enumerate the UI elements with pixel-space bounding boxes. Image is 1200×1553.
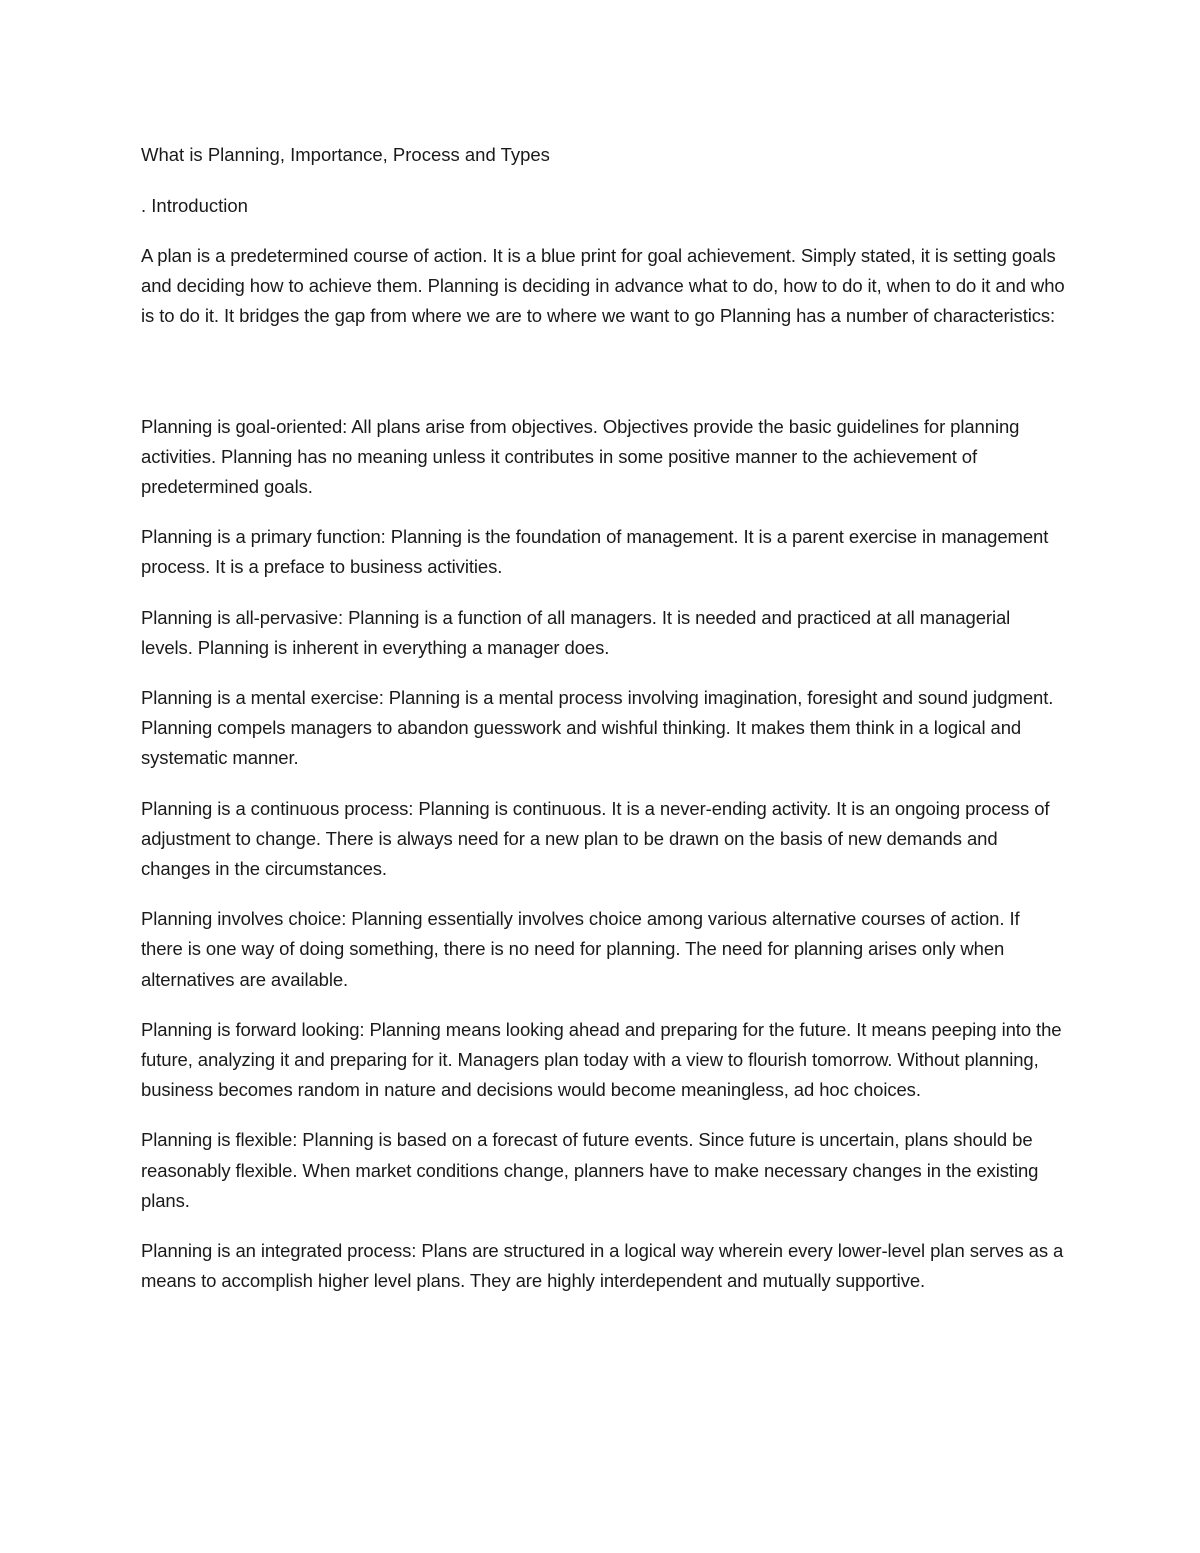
characteristic-primary-function: Planning is a primary function: Planning is the foundation of management. It is a parent exercise in management process. It is a preface to business activities. [141,526,1049,578]
characteristic-goal-oriented: Planning is goal-oriented: All plans arise from objectives. Objectives provide the basic guidelines for planning activities. Planning has no meaning unless it contributes in some positive manner to the achievement of predetermined goals. [141,415,1020,498]
characteristic-continuous-process: Planning is a continuous process: Planning is continuous. It is a never-ending activity. It is an ongoing process of adjustment to change. There is always need for a new plan to be drawn on the basis of new demands and changes in the circumstances. [141,797,1050,880]
characteristic-forward-looking: Planning is forward looking: Planning means looking ahead and preparing for the future. It means peeping into the future, analyzing it and preparing for it. Managers plan today with a view to flourish tomorrow. Without planning, business becomes random in nature and decisions would become meaningless, ad hoc choices. [141,1018,1062,1101]
section-heading-introduction: . Introduction [141,194,248,216]
characteristic-all-pervasive: Planning is all-pervasive: Planning is a function of all managers. It is needed and practiced at all managerial levels. Planning is inherent in everything a manager does. [141,606,1011,658]
characteristic-mental-exercise: Planning is a mental exercise: Planning is a mental process involving imagination, foresight and sound judgment. Planning compels managers to abandon guesswork and wishful thinking. It makes them think in a logical and systematic manner. [141,687,1054,769]
characteristic-involves-choice: Planning involves choice: Planning essentially involves choice among various alternative courses of action. If there is one way of doing something, there is no need for planning. The need for planning arises only when alternatives are available. [141,908,1020,990]
intro-paragraph: A plan is a predetermined course of action. It is a blue print for goal achievement. Simply stated, it is setting goals and deciding how to achieve them. Planning is deciding in advance what to do, how to do it, when to do it and who is to do it. It bridges the gap from where we are to where we want to go Planning has a number of characteristics: [141,245,1065,327]
characteristic-integrated-process: Planning is an integrated process: Plans are structured in a logical way wherein every lower-level plan serves as a means to accomplish higher level plans. They are highly interdependent and mutually supportive. [141,1240,1064,1292]
document-title: What is Planning, Importance, Process and Types [141,144,550,165]
document-page [141,140,1066,1316]
characteristic-flexible: Planning is flexible: Planning is based on a forecast of future events. Since future is uncertain, plans should be reasonably flexible. When market conditions change, planners have to make necessary changes in the existing plans. [141,1129,1039,1211]
